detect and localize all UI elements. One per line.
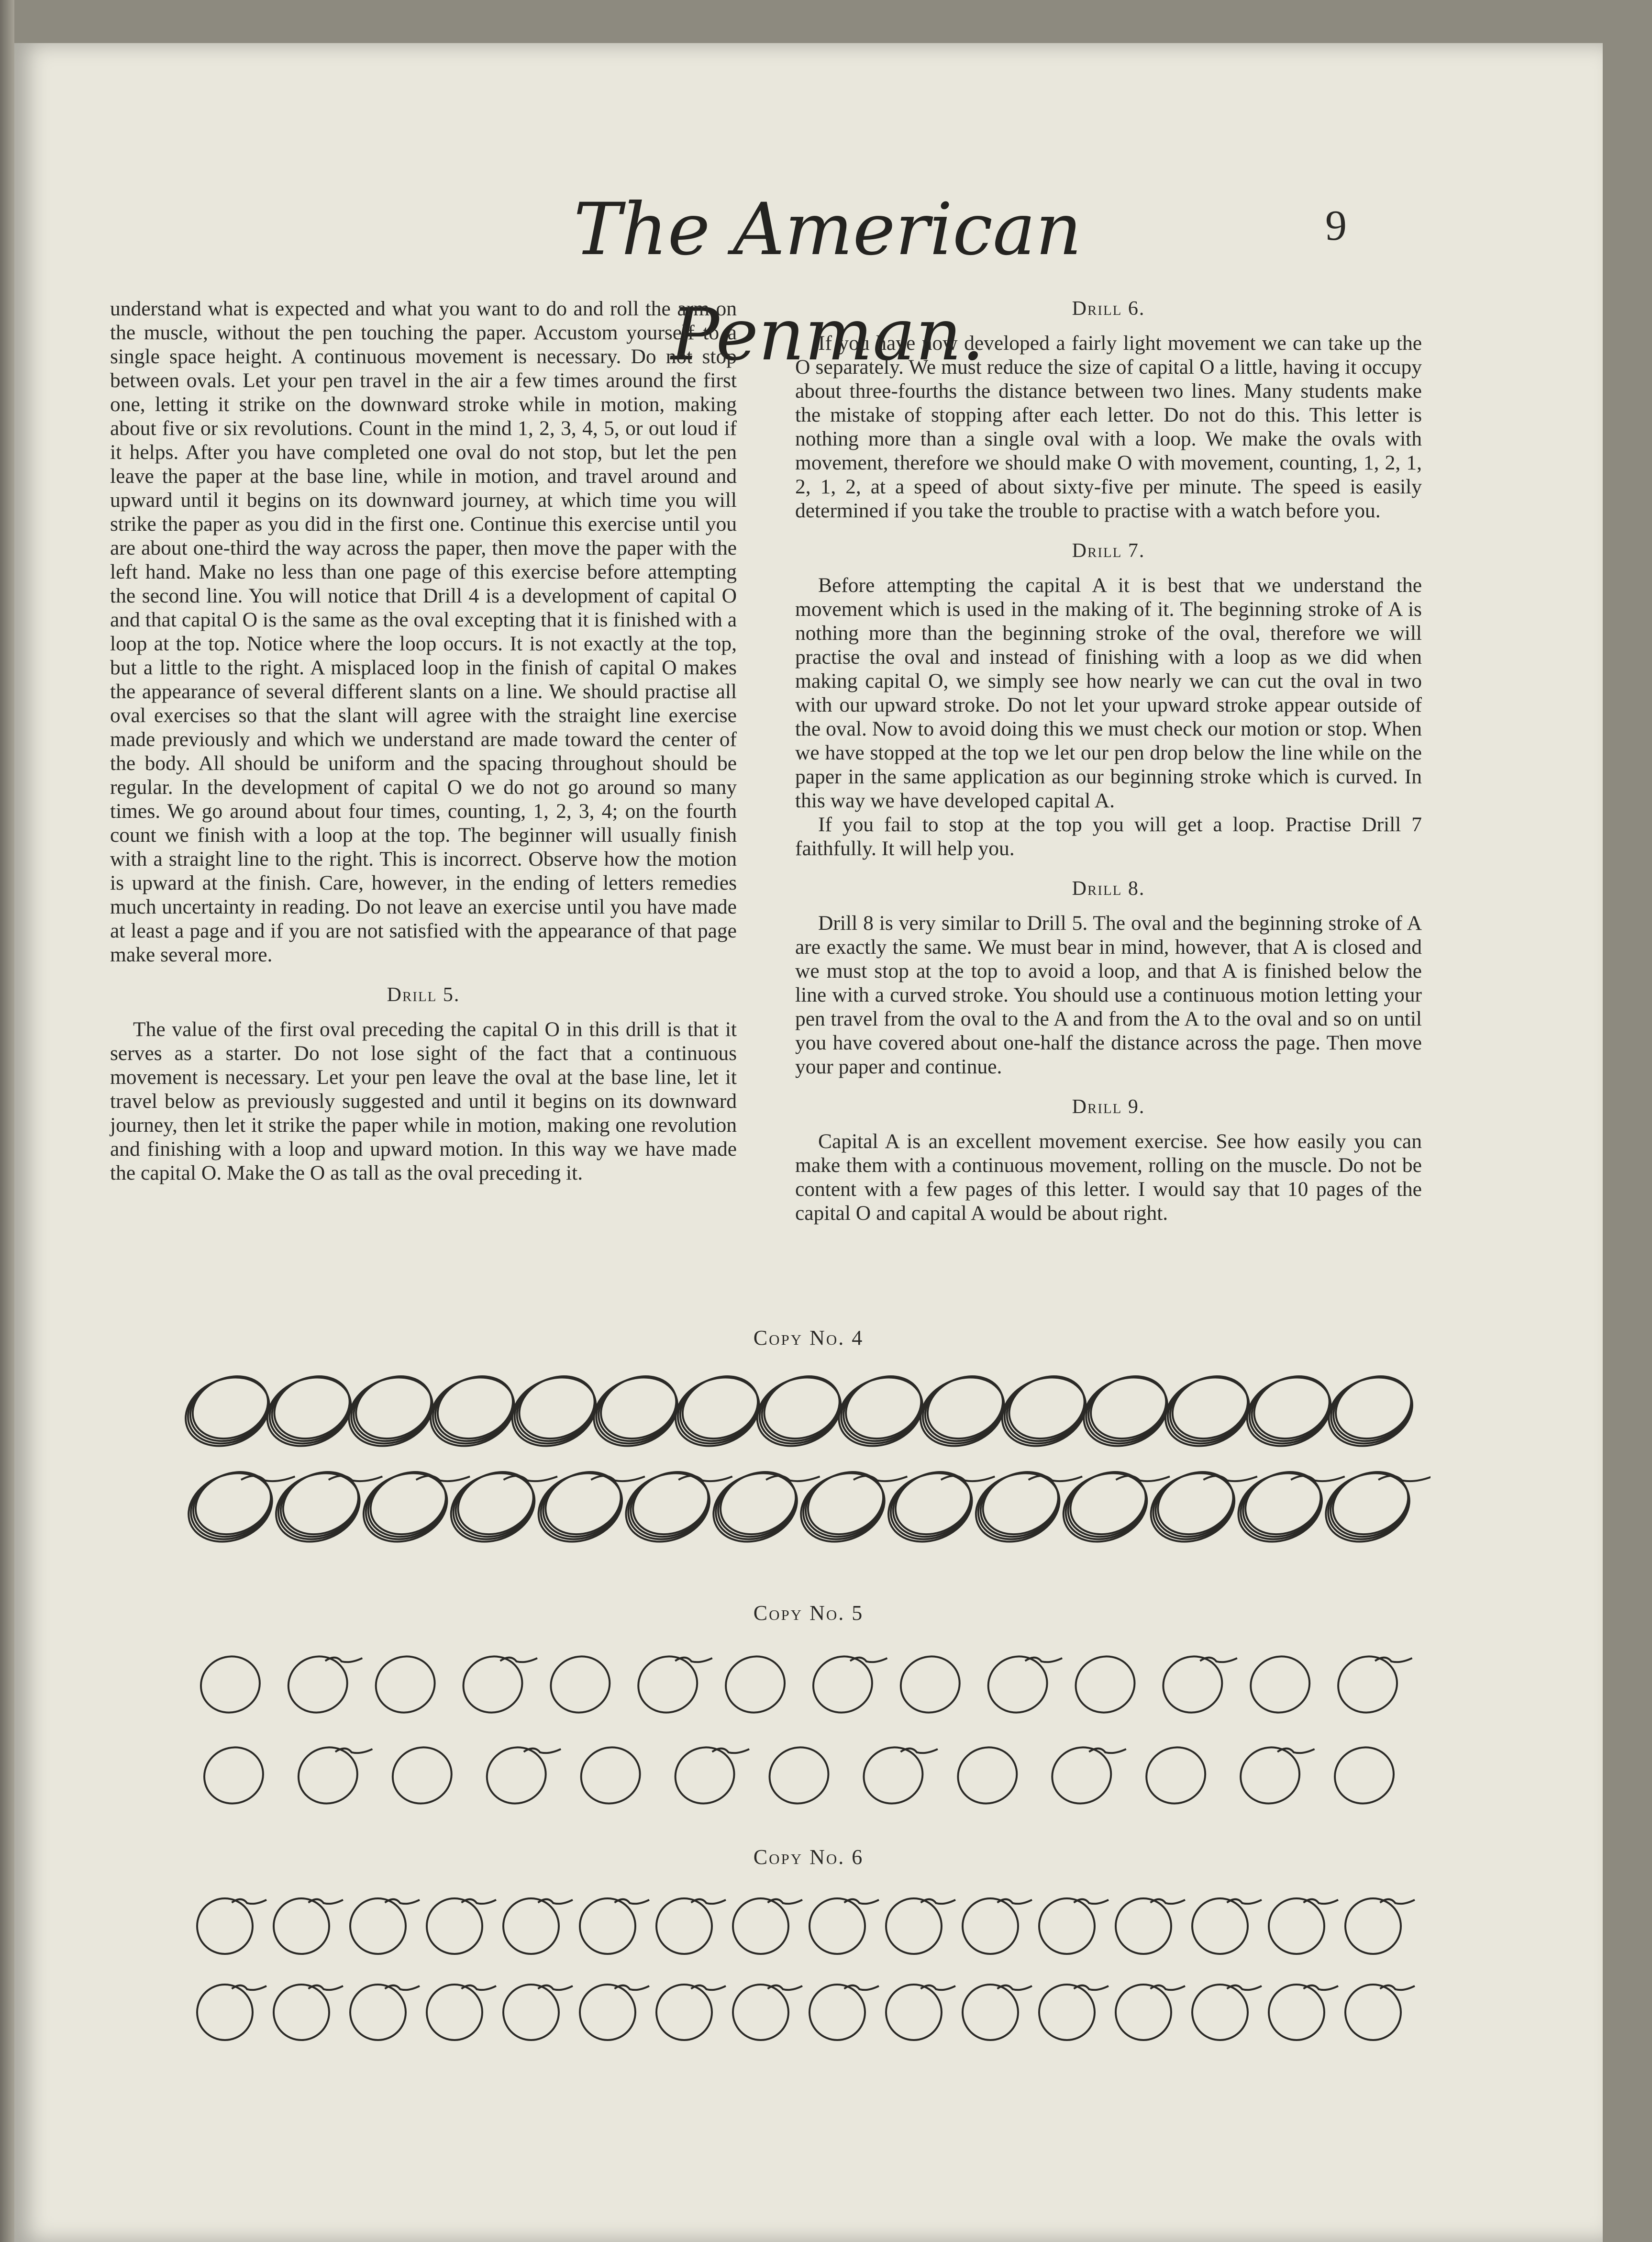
copy6-row1-oval bbox=[801, 1890, 879, 1962]
copy5-row2-oval bbox=[761, 1739, 837, 1812]
copy4-row1-oval bbox=[747, 1365, 851, 1458]
drill-9-heading: Drill 9. bbox=[1072, 1096, 1145, 1118]
copy-6-capital-o-drill bbox=[158, 1881, 1430, 2063]
copy5-row2-oval bbox=[667, 1739, 749, 1812]
drill-7-heading: Drill 7. bbox=[1072, 540, 1145, 562]
copy6-row1-oval bbox=[724, 1890, 802, 1962]
copy6-row2-oval bbox=[265, 1976, 343, 2048]
book-spine-shadow bbox=[0, 0, 14, 2242]
right-paragraph-4: Drill 8 is very similar to Drill 5. The oval and the beginning stroke of A are exactly the same. We must bear in mind, however, that A is closed and we must stop at the top to avoid a loop, and that A is finished below the line with a curved stroke. You should use a continuous motion letting your pen travel from the oval to the A and from the A to the oval and so on until you have covered about one-half the distance across the page. Then move your paper and continue. bbox=[795, 912, 1422, 1078]
copy5-row1-oval bbox=[892, 1648, 968, 1721]
copy6-row2-oval bbox=[1260, 1976, 1338, 2048]
copy6-row2-oval bbox=[724, 1976, 802, 2048]
copy6-row2-oval bbox=[188, 1976, 266, 2048]
copy4-row1-oval bbox=[992, 1365, 1096, 1458]
copy4-row1-oval bbox=[665, 1365, 769, 1458]
drill-5-heading: Drill 5. bbox=[387, 984, 460, 1006]
left-column bbox=[110, 297, 737, 1185]
copy6-row2-oval bbox=[1107, 1976, 1185, 2048]
copy-4-row-1 bbox=[175, 1365, 1422, 1458]
copy4-row1-oval bbox=[1319, 1365, 1423, 1458]
copy5-row1-oval bbox=[1067, 1648, 1143, 1721]
copy6-row2-oval bbox=[495, 1976, 573, 2048]
right-paragraph-5: Capital A is an excellent movement exercise. See how easily you can make them with a continuous movement, rolling on the muscle. Do not be content with a few pages of this letter. I would say that 10 pages of the capital O and capital A would be about right. bbox=[795, 1130, 1422, 1225]
copy5-row2-oval bbox=[1138, 1739, 1213, 1812]
copy5-row1-oval bbox=[1155, 1648, 1237, 1721]
copy-5-label: Copy No. 5 bbox=[753, 1601, 864, 1625]
copy6-row1-oval bbox=[1260, 1890, 1338, 1962]
copy6-row1-oval bbox=[188, 1890, 266, 1962]
copy5-row1-oval bbox=[980, 1648, 1062, 1721]
copy4-row1-oval bbox=[339, 1365, 443, 1458]
copy6-row1-oval bbox=[954, 1890, 1032, 1962]
drill-8-heading: Drill 8. bbox=[1072, 878, 1145, 900]
copy6-row2-oval bbox=[571, 1976, 649, 2048]
copy5-row2-oval bbox=[1232, 1739, 1314, 1812]
copy5-row1-oval bbox=[1242, 1648, 1318, 1721]
copy-4-label: Copy No. 4 bbox=[753, 1326, 864, 1350]
copy5-row2-oval bbox=[573, 1739, 648, 1812]
copy5-row1-oval bbox=[543, 1648, 618, 1721]
copy-4-row-2 bbox=[178, 1461, 1430, 1554]
left-paragraph-2: The value of the first oval preceding the capital O in this drill is that it serves as a starter. Do not lose sight of the fact that a continuous movement is necessary. Let your pen leave the oval at the base line, let it travel below as previously suggested and until it begins on its downward journey, then let it strike the paper while in motion, making one revolution and finishing with a loop and upward motion. In this way we have made the capital O. Make the O as tall as the oval preceding it. bbox=[110, 1018, 737, 1184]
copy4-row1-oval bbox=[502, 1365, 606, 1458]
copy4-row1-oval bbox=[910, 1365, 1014, 1458]
copy-5-row-2 bbox=[196, 1739, 1402, 1812]
copy5-row1-oval bbox=[367, 1648, 443, 1721]
copy5-row2-oval bbox=[478, 1739, 561, 1812]
copy6-row2-oval bbox=[877, 1976, 955, 2048]
copy6-row1-oval bbox=[1337, 1890, 1415, 1962]
copy5-row1-oval bbox=[805, 1648, 887, 1721]
magazine-page bbox=[14, 43, 1603, 2242]
copy6-row2-oval bbox=[342, 1976, 420, 2048]
copy5-row2-oval bbox=[855, 1739, 938, 1812]
copy5-row2-oval bbox=[384, 1739, 460, 1812]
copy6-row2-oval bbox=[648, 1976, 726, 2048]
copy6-row1-oval bbox=[1184, 1890, 1262, 1962]
copy5-row2-oval bbox=[290, 1739, 372, 1812]
copy6-row1-oval bbox=[1107, 1890, 1185, 1962]
copy-4-oval-drill bbox=[158, 1364, 1430, 1565]
copy6-row1-oval bbox=[418, 1890, 496, 1962]
copy6-row2-oval bbox=[1031, 1976, 1109, 2048]
copy6-row1-oval bbox=[571, 1890, 649, 1962]
copy5-row2-oval bbox=[1044, 1739, 1126, 1812]
masthead-title: The American Penman. bbox=[573, 188, 1082, 377]
copy4-row1-oval bbox=[1237, 1365, 1341, 1458]
copy5-row1-oval bbox=[630, 1648, 712, 1721]
copy5-row2-oval bbox=[1326, 1739, 1402, 1812]
copy5-row2-oval bbox=[196, 1739, 271, 1812]
right-paragraph-2: Before attempting the capital A it is best that we understand the movement which is used in the making of it. The beginning stroke of A is nothing more than the beginning stroke of the oval, therefore we will practise the oval and instead of finishing with a loop as we did when making capital O, we simply see how nearly we can cut the oval in two with our upward stroke. Do not let your upward stroke appear outside of the oval. Now to avoid doing this we must check our motion or stop. When we have stopped at the top we let our pen drop below the line while on the paper in the same application as our beginning stroke which is curved. In this way we have developed capital A. bbox=[795, 574, 1422, 812]
right-paragraph-3: If you fail to stop at the top you will get a loop. Practise Drill 7 faithfully. It will help you. bbox=[795, 813, 1422, 860]
copy6-row1-oval bbox=[877, 1890, 955, 1962]
page-number: 9 bbox=[1325, 202, 1347, 249]
copy6-row1-oval bbox=[265, 1890, 343, 1962]
copy5-row1-oval bbox=[280, 1648, 362, 1721]
copy5-row1-oval bbox=[192, 1648, 268, 1721]
drill-6-heading: Drill 6. bbox=[1072, 298, 1145, 320]
copy4-row1-oval bbox=[1074, 1365, 1178, 1458]
copy6-row2-oval bbox=[1184, 1976, 1262, 2048]
copy5-row1-oval bbox=[1330, 1648, 1412, 1721]
copy6-row2-oval bbox=[1337, 1976, 1415, 2048]
right-column bbox=[795, 297, 1422, 1225]
copy6-row2-oval bbox=[418, 1976, 496, 2048]
copy5-row1-oval bbox=[455, 1648, 537, 1721]
copy5-row2-oval bbox=[950, 1739, 1025, 1812]
left-paragraph-1: understand what is expected and what you want to do and roll the arm on the muscle, without the pen touching the paper. Accustom yourself to a single space height. A continuous movement is necessary. Do not stop between ovals. Let your pen travel in the air a few times around the first one, letting it strike on the downward stroke while in motion, making about five or six revolutions. Count in the mind 1, 2, 3, 4, 5, or out loud if it helps. After you have completed one oval do not stop, but let the pen leave the paper at the base line, while in motion, and travel around and upward until it begins on its downward journey, at which time you will strike the paper as you did in the first one. Continue this exercise until you are about one-third the way across the paper, then move the paper with the left hand. Make no less than one page of this exercise before attempting the second line. You will notice that Drill 4 is a development of capital O and that capital O is the same as the oval excepting that it is finished with a loop at the top. Notice where the loop occurs. It is not exactly at the top, but a little to the right. A misplaced loop in the finish of capital O makes the appearance of several different slants on a line. We should practise all oval exercises so that the slant will agree with the straight line exercise made previously and which we understand are made toward the center of the body. All should be uniform and the spacing throughout should be regular. In the development of capital O we do not go around so many times. We go around about four times, counting, 1, 2, 3, 4; on the fourth count we finish with a loop at the top. The beginner will usually finish with a straight line to the right. This is incorrect. Observe how the motion is upward at the finish. Care, however, in the ending of letters remedies much uncertainty in reading. Do not leave an exercise until you have made at least a page and if you are not satisfied with the appearance of that page make several more. bbox=[110, 297, 737, 966]
copy6-row2-oval bbox=[954, 1976, 1032, 2048]
copy6-row1-oval bbox=[648, 1890, 726, 1962]
copy4-row1-oval bbox=[420, 1365, 524, 1458]
copy6-row1-oval bbox=[342, 1890, 420, 1962]
copy4-row1-oval bbox=[175, 1365, 279, 1458]
copy-5-capital-o-drill bbox=[158, 1637, 1430, 1828]
copy5-row1-oval bbox=[717, 1648, 793, 1721]
copy4-row1-oval bbox=[829, 1365, 933, 1458]
copy4-row1-oval bbox=[257, 1365, 361, 1458]
copy4-row2-oval bbox=[1316, 1461, 1430, 1554]
copy4-row1-oval bbox=[1155, 1365, 1259, 1458]
copy6-row1-oval bbox=[495, 1890, 573, 1962]
copy4-row1-oval bbox=[584, 1365, 688, 1458]
copy-6-label: Copy No. 6 bbox=[753, 1845, 864, 1869]
copy6-row2-oval bbox=[801, 1976, 879, 2048]
copy-6-row-2 bbox=[188, 1976, 1415, 2048]
copy-6-row-1 bbox=[188, 1890, 1415, 1962]
right-paragraph-1: If you have now developed a fairly light movement we can take up the O separately. We must reduce the size of capital O a little, having it occupy about three-fourths the distance between two lines. Many students make the mistake of stopping after each letter. Do not do this. This letter is nothing more than a single oval with a loop. We make the ovals with movement, therefore we should make O with movement, counting, 1, 2, 1, 2, 1, 2, at a speed of about sixty-five per minute. The speed is easily determined if you take the trouble to practise with a watch before you. bbox=[795, 332, 1422, 522]
copy-5-row-1 bbox=[192, 1648, 1412, 1721]
copy6-row1-oval bbox=[1031, 1890, 1109, 1962]
